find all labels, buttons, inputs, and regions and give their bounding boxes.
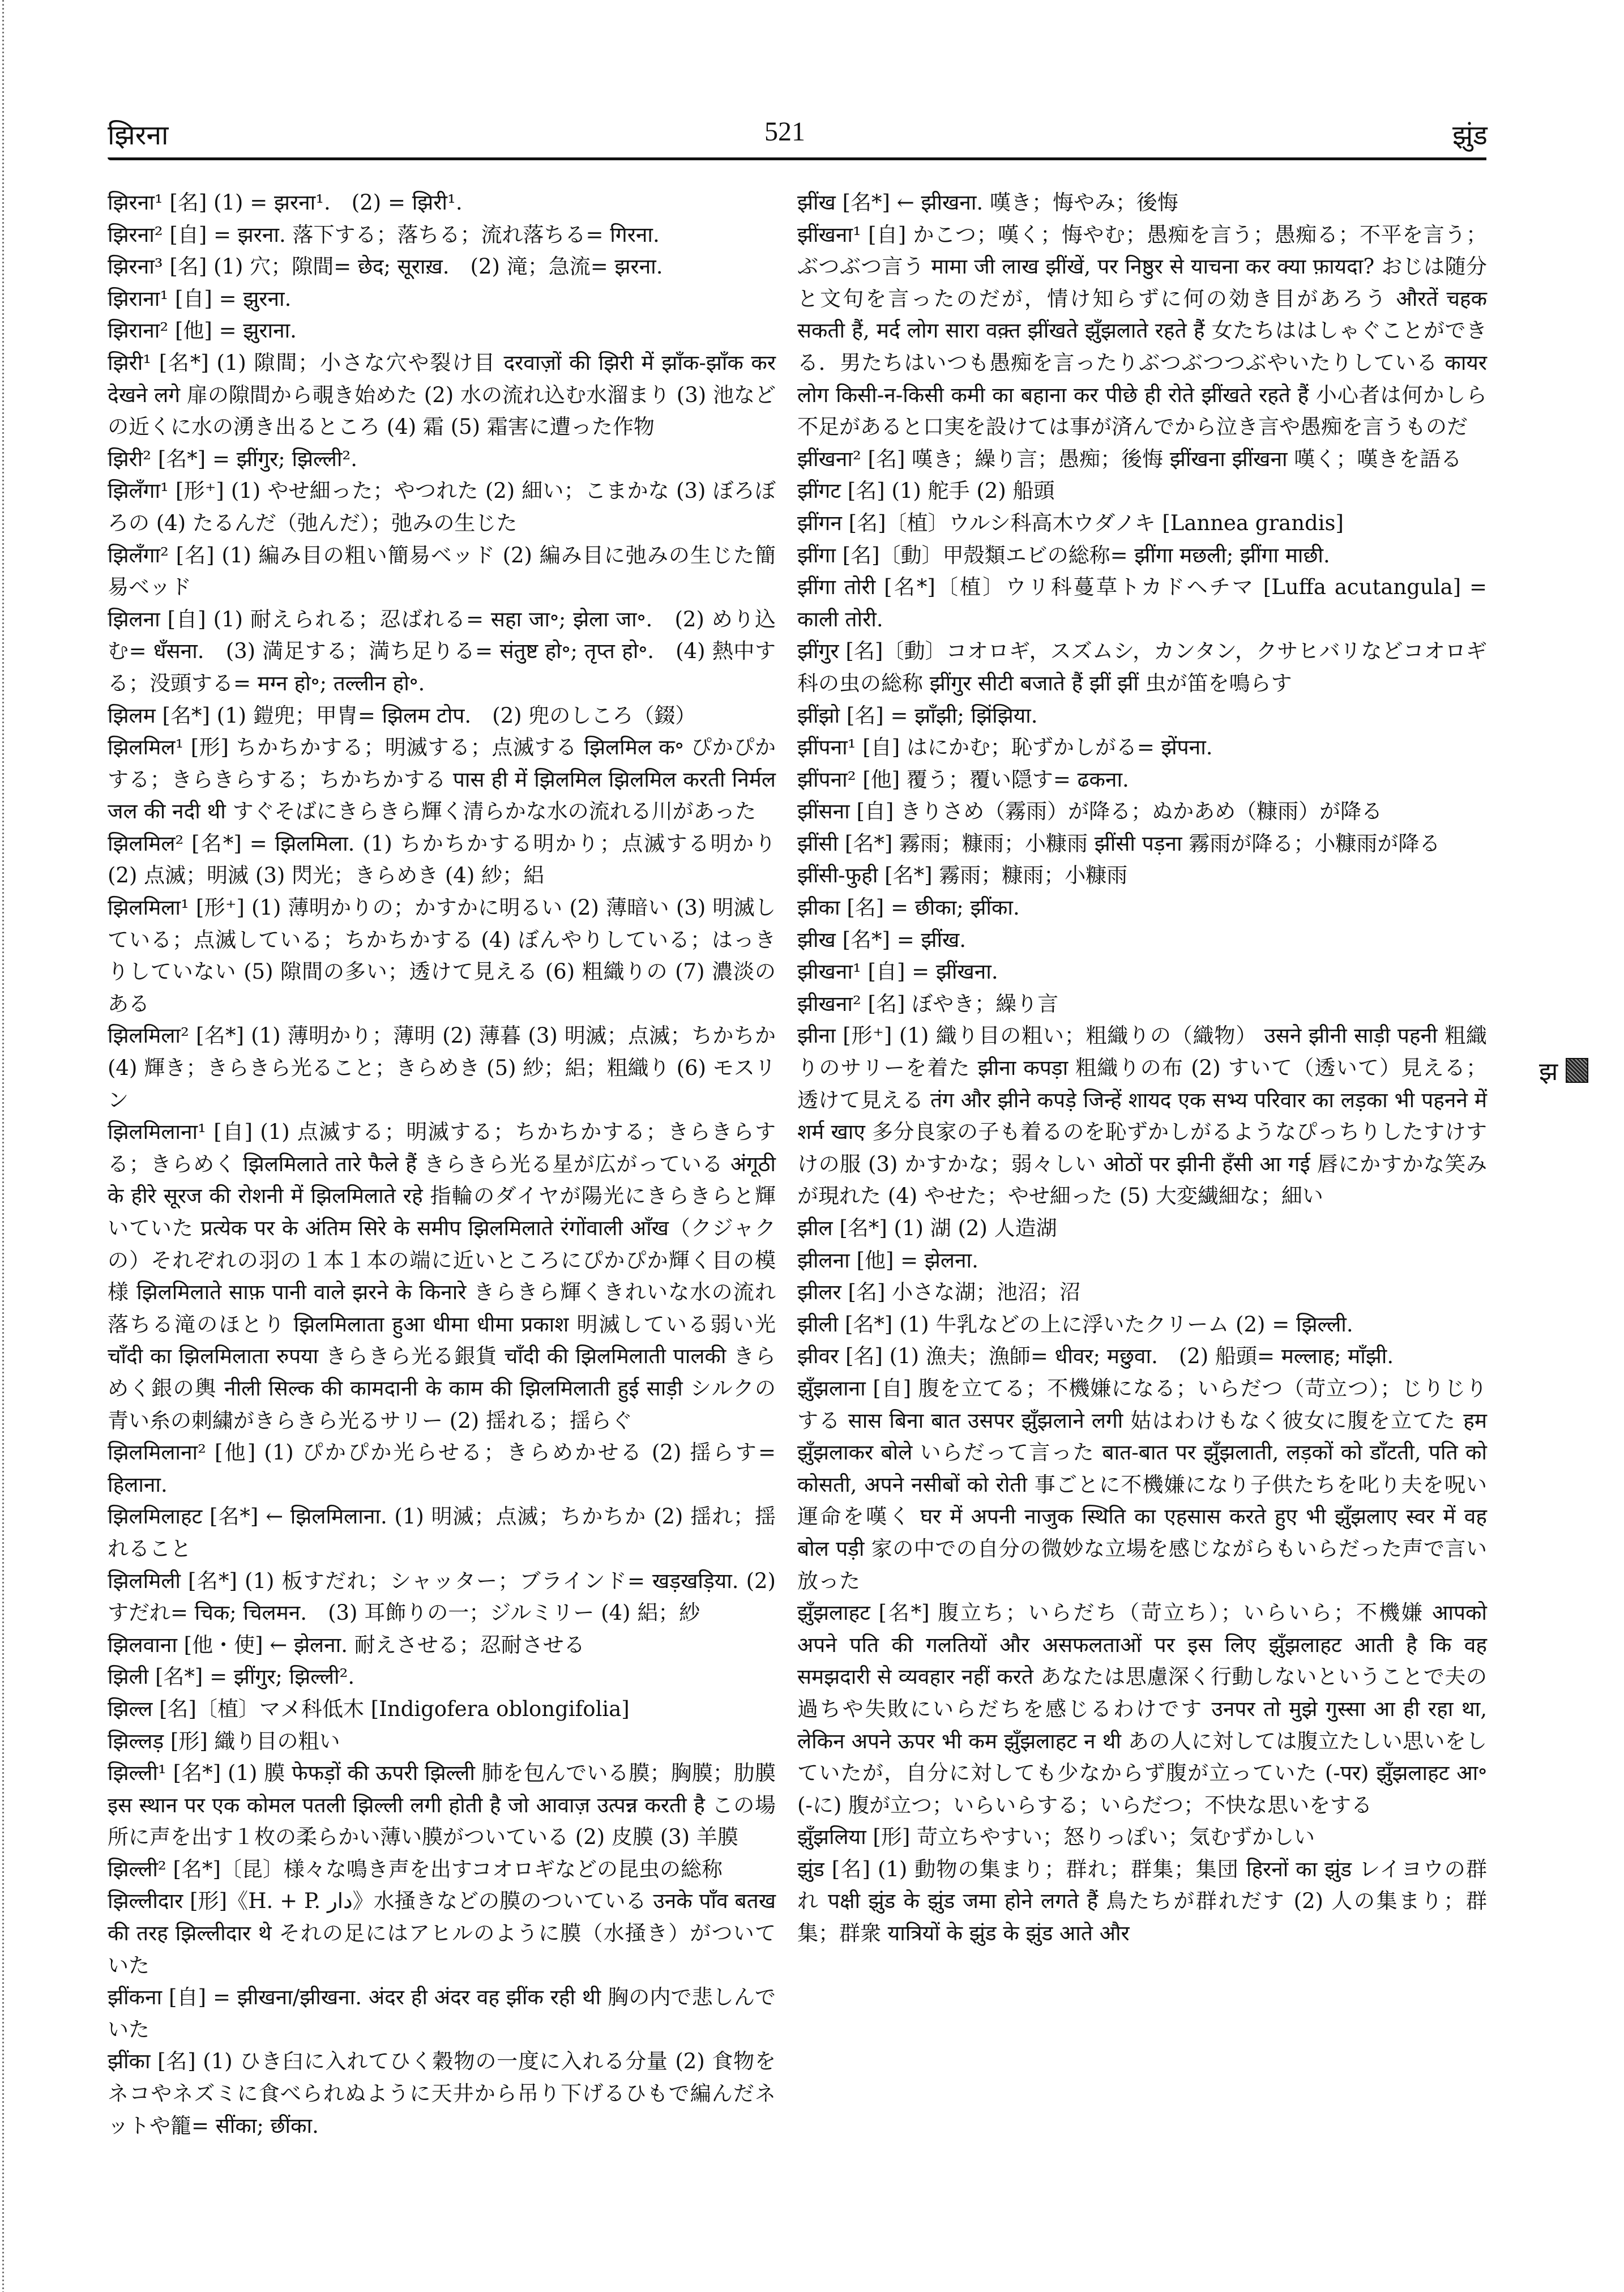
dictionary-entry: झींसना [自] きりさめ（霧雨）が降る；ぬかあめ（糠雨）が降る (797, 799, 1383, 824)
scan-edge (2, 0, 4, 2292)
dictionary-entry: झिलम [名*] (1) 鎧兜；甲冑= झिलम टोप. (2) 兜のしころ（錣） (108, 703, 696, 728)
dictionary-entry: झींगट [名] (1) 舵手 (2) 船頭 (797, 479, 1055, 503)
dictionary-entry: झीखना¹ [自] = झींखना. (797, 959, 998, 984)
dictionary-entry: झींखना² [名] 嘆き；繰り言；愚痴；後悔 झींखना झींखना 嘆く；嘆きを語る (797, 446, 1462, 471)
dictionary-entry: झिली [名*] = झींगुर; झिल्ली². (108, 1664, 355, 1689)
dictionary-entry: झीवर [名] (1) 漁夫；漁師= धीवर; मछुवा. (2) 船頭= मल्लाह; माँझी. (797, 1344, 1394, 1369)
dictionary-entry: झील [名*] (1) 湖 (2) 人造湖 (797, 1216, 1057, 1240)
dictionary-entry: झिलमिलाहट [名*] ← झिलमिलाना. (1) 明滅；点滅；ちかちか (2) 揺れ；揺れること (108, 1504, 776, 1561)
dictionary-entry: झिरना¹ [名] (1) = झरना¹. (2) = झिरी¹. (108, 190, 463, 215)
thumb-index-marker (1566, 1058, 1588, 1083)
dictionary-entry: झुँझलाना [自] 腹を立てる；不機嫌になる；いらだつ（苛立つ）；じりじりする सास बिना बात उसपर झुँझलाने लगी 姑はわけもなく彼女に腹を立てた हम झुँझलाकर बोले いらだって言った बात-बात पर झुँझलाती, लड़कों को डाँटती, पति को कोसती, अपने नसीबों को रोती 事ごとに不機嫌になり子供たちを叱り夫を呪い運命を嘆く घर में अपनी नाजुक स्थिति का एहसास करते हुए भी झुँझलाए स्वर में वह बोल पड़ी 家の中での自分の微妙な立場を感じながらもいらだった声で言い放った (797, 1376, 1487, 1593)
dictionary-entry: झिलँगा¹ [形⁺] (1) やせ細った；やつれた (2) 細い；こまかな (3) ぼろぼろの (4) たるんだ（弛んだ）；弛みの生じた (108, 479, 776, 535)
dictionary-entry: झीना [形⁺] (1) 織り目の粗い；粗織りの（織物） उसने झीनी साड़ी पहनी 粗織りのサリーを着た झीना कपड़ा 粗織りの布 (2) すいて（透いて）見える；透けて見える तंग और झीने कपड़े जिन्हें शायद एक सभ्य परिवार का लड़का भी पहनने में शर्म खाए 多分良家の子も着るのを恥ずかしがるようなぴっちりしたすけすけの服 (3) かすかな；弱々しい ओठों पर झीनी हँसी आ गई 唇にかすかな笑みが現れた (4) やせた；やせ細った (5) 大変繊細な；細い (797, 1023, 1487, 1209)
dictionary-entry: झींपना² [他] 覆う；覆い隠す= ढकना. (797, 767, 1129, 792)
dictionary-entry: झिरी² [名*] = झींगुर; झिल्ली². (108, 446, 358, 471)
dictionary-entry: झीलर [名] 小さな湖；池沼；沼 (797, 1280, 1081, 1305)
running-head-first-word: झिरना (108, 119, 169, 151)
dictionary-entry: झिल्ली¹ [名*] (1) 膜 फेफड़ों की ऊपरी झिल्ली 肺を包んでいる膜；胸膜；肋膜 इस स्थान पर एक कोमल पतली झिल्ली लगी होती है जो आवाज़ उत्पन्न करती है この場所に声を出す１枚の柔らかい薄い膜がついている (2) 皮膜 (3) 羊膜 (108, 1761, 776, 1850)
dictionary-entry: झिल्लड़ [形] 織り目の粗い (108, 1728, 340, 1753)
dictionary-entry: झीलना [他] = झेलना. (797, 1248, 978, 1273)
dictionary-entry: झिलमिली [名*] (1) 板すだれ；シャッター；ブラインド= खड़खड़िया. (2) すだれ= चिक; चिलमन. (3) 耳飾りの一；ジルミリー (4) 絽；紗 (108, 1568, 776, 1625)
dictionary-entry: झींकना [自] = झीखना/झीखना. अंदर ही अंदर वह झींक रही थी 胸の内で悲しんでいた (108, 1985, 776, 2042)
dictionary-entry: झीखना² [名] ぼやき；繰り言 (797, 991, 1059, 1016)
dictionary-entry: झिलमिल² [名*] = झिलमिला. (1) ちかちかする明かり；点滅する明かり (2) 点滅；明滅 (3) 閃光；きらめき (4) 紗；絽 (108, 831, 776, 888)
header-rule (108, 157, 1486, 160)
dictionary-entry: झींगुर [名]〔動〕コオロギ，スズムシ，カンタン，クサヒバリなどコオロギ科の虫の総称 झींगुर सीटी बजाते हैं झीं झीं 虫が笛を鳴らす (797, 639, 1487, 695)
dictionary-entry: झिरी¹ [名*] (1) 隙間；小さな穴や裂け目 दरवाज़ों की झिरी में झाँक-झाँक कर देखने लगे 扉の隙間から覗き始めた (2) 水の流れ込む水溜まり (3) 池などの近くに水の湧き出るところ (4) 霜 (5) 霜害に遭った作物 (108, 350, 776, 439)
right-column (797, 187, 1487, 1950)
dictionary-entry: झिलमिल¹ [形] ちかちかする；明滅する；点滅する झिलमिल क॰ ぴかぴかする；きらきらする；ちかちかする पास ही में झिलमिल झिलमिल करती निर्मल जल की नदी थी すぐそばにきらきら輝く清らかな水の流れる川があった (108, 735, 776, 824)
thumb-index-letter: झ (1539, 1057, 1558, 1086)
dictionary-entry: झुँझलिया [形] 苛立ちやすい；怒りっぽい；気むずかしい (797, 1825, 1315, 1850)
dictionary-entry: झिलमिला¹ [形⁺] (1) 薄明かりの；かすかに明るい (2) 薄暗い (3) 明滅している；点滅している；ちかちかする (4) ぼんやりしている；はっきりしていない (5) 隙間の多い；透けて見える (6) 粗織りの (7) 濃淡のある (108, 895, 776, 1016)
dictionary-entry: झिलमिला² [名*] (1) 薄明かり；薄明 (2) 薄暮 (3) 明滅；点滅；ちかちか (4) 輝き；きらきら光ること；きらめき (5) 紗；絽；粗織り (6) モスリン (108, 1023, 776, 1112)
dictionary-entry: झींखना¹ [自] かこつ；嘆く；悔やむ；愚痴を言う；愚痴る；不平を言う；ぶつぶつ言う मामा जी लाख झींखें, पर निष्ठुर से याचना कर क्या फ़ायदा? おじは随分と文句を言ったのだが，情け知らずに何の効き目があろう औरतें चहक सकती हैं, मर्द लोग सारा वक़्त झींखते झुँझलाते रहते हैं 女たちははしゃぐことができる．男たちはいつも愚痴を言ったりぶつぶつつぶやいたりしている कायर लोग किसी-न-किसी कमी का बहाना कर पीछे ही रोते झींखते रहते हैं 小心者は何かしら不足があると口実を設けては事が済んでから泣き言や愚痴を言うものだ (797, 222, 1487, 439)
dictionary-entry: झिरना³ [名] (1) 穴；隙間= छेद; सूराख़. (2) 滝；急流= झरना. (108, 254, 663, 279)
dictionary-entry: झींगा तोरी [名*]〔植〕ウリ科蔓草トカドヘチマ [Luffa acutangula] = काली तोरी. (797, 575, 1487, 631)
dictionary-entry: झिल्लीदार [形]《H. + P. دار》水掻きなどの膜のついている उनके पाँव बतख की तरह झिल्लीदार थे それの足にはアヒルのように膜（水掻き）がついていた (108, 1889, 776, 1978)
dictionary-entry: झिलमिलाना² [他] (1) ぴかぴか光らせる；きらめかせる (2) 揺らす= हिलाना. (108, 1440, 776, 1497)
dictionary-entry: झींख [名*] ← झीखना. 嘆き；悔やみ；後悔 (797, 190, 1178, 215)
dictionary-entry: झींका [名] (1) ひき臼に入れてひく穀物の一度に入れる分量 (2) 食物をネコやネズミに食べられぬように天井から吊り下げるひもで編んだネットや籠= सींका; छींका. (108, 2049, 776, 2138)
dictionary-entry: झीली [名*] (1) 牛乳などの上に浮いたクリーム (2) = झिल्ली. (797, 1312, 1353, 1337)
dictionary-entry: झिल्ल [名]〔植〕マメ科低木 [Indigofera oblongifolia] (108, 1696, 630, 1721)
dictionary-entry: झींझो [名] = झाँझी; झिंझिया. (797, 703, 1038, 728)
dictionary-entry: झिलमिलाना¹ [自] (1) 点滅する；明滅する；ちかちかする；きらきらする；きらめく झिलमिलाते तारे फैले हैं きらきら光る星が広がっている अंगूठी के हीरे सूरज की रोशनी में झिलमिलाते रहे 指輪のダイヤが陽光にきらきらと輝いていた प्रत्येक पर के अंतिम सिरे के समीप झिलमिलाते रंगोंवाली आँख（クジャクの）それぞれの羽の１本１本の端に近いところにぴかぴか輝く目の模様 झिलमिलाते साफ़ पानी वाले झरने के किनारे きらきら輝くきれいな水の流れ落ちる滝のほとり झिलमिलाता हुआ धीमा धीमा प्रकाश 明滅している弱い光 चाँदी का झिलमिलाता रुपया きらきら光る銀貨 चाँदी की झिलमिलाती पालकी きらめく銀の輿 नीली सिल्क की कामदानी के काम की झिलमिलाती हुई साड़ी シルクの青い糸の刺繍がきらきら光るサリー (2) 揺れる；揺らぐ (108, 1120, 776, 1433)
dictionary-entry: झिराना² [他] = झुराना. (108, 318, 297, 343)
page-number: 521 (764, 117, 805, 147)
dictionary-entry: झीख [名*] = झींख. (797, 927, 967, 952)
dictionary-entry: झींगन [名]〔植〕ウルシ科高木ウダノキ [Lannea grandis] (797, 510, 1344, 535)
dictionary-entry: झिल्ली² [名*]〔昆〕様々な鳴き声を出すコオロギなどの昆虫の総称 (108, 1856, 723, 1881)
dictionary-entry: झुंड [名] (1) 動物の集まり；群れ；群集；集団 हिरनों का झुंड レイヨウの群れ पक्षी झुंड के झुंड जमा होने लगते हैं 鳥たちが群れだす (2) 人の集まり；群集；群衆 यात्रियों के झुंड के झुंड आते और (797, 1856, 1487, 1946)
dictionary-entry: झींसी-फुही [名*] 霧雨；糠雨；小糠雨 (797, 863, 1128, 888)
dictionary-entry: झींसी [名*] 霧雨；糠雨；小糠雨 झींसी पड़ना 霧雨が降る；小糠雨が降る (797, 831, 1441, 856)
dictionary-entry: झुँझलाहट [名*] 腹立ち；いらだち（苛立ち）；いらいら；不機嫌 आपको अपने पति की गलतियों और असफलताओं पर इस लिए झुँझलाहट आती है कि वह समझदारी से व्यवहार नहीं करते あなたは思慮深く行動しないということで夫の過ちや失敗にいらだちを感じるわけです उनपर तो मुझे गुस्सा आ ही रहा था, लेकिन अपने ऊपर भी कम झुँझलाहट न थी あの人に対しては腹立たしい思いをしていたが，自分に対しても少なからず腹が立っていた (-पर) झुँझलाहट आ॰ (-に) 腹が立つ；いらいらする；いらだつ；不快な思いをする (797, 1600, 1487, 1817)
thumb-index-tab (1539, 1053, 1588, 1087)
dictionary-entry: झिराना¹ [自] = झुरना. (108, 286, 292, 311)
running-head-last-word: झुंड (1452, 119, 1488, 151)
dictionary-entry: झींगा [名]〔動〕甲殻類エビの総称= झींगा मछली; झींगा माछी. (797, 543, 1330, 567)
left-column (108, 187, 776, 2142)
dictionary-entry: झिलँगा² [名] (1) 編み目の粗い簡易ベッド (2) 編み目に弛みの生じた簡易ベッド (108, 543, 776, 600)
dictionary-entry: झिरना² [自] = झरना. 落下する；落ちる；流れ落ちる= गिरना. (108, 222, 660, 247)
dictionary-entry: झींपना¹ [自] はにかむ；恥ずかしがる= झेंपना. (797, 735, 1213, 760)
dictionary-entry: झिलना [自] (1) 耐えられる；忍ばれる= सहा जा॰; झेला जा॰. (2) めり込む= धँसना. (3) 満足する；満ち足りる= संतुष्ट हो॰; तृप्त हो॰. (4) 熱中する；没頭する= मग्न हो॰; तल्लीन हो॰. (108, 607, 776, 695)
dictionary-entry: झिलवाना [他・使] ← झेलना. 耐えさせる；忍耐させる (108, 1632, 585, 1657)
dictionary-entry: झीका [名] = छीका; झींका. (797, 895, 1020, 920)
